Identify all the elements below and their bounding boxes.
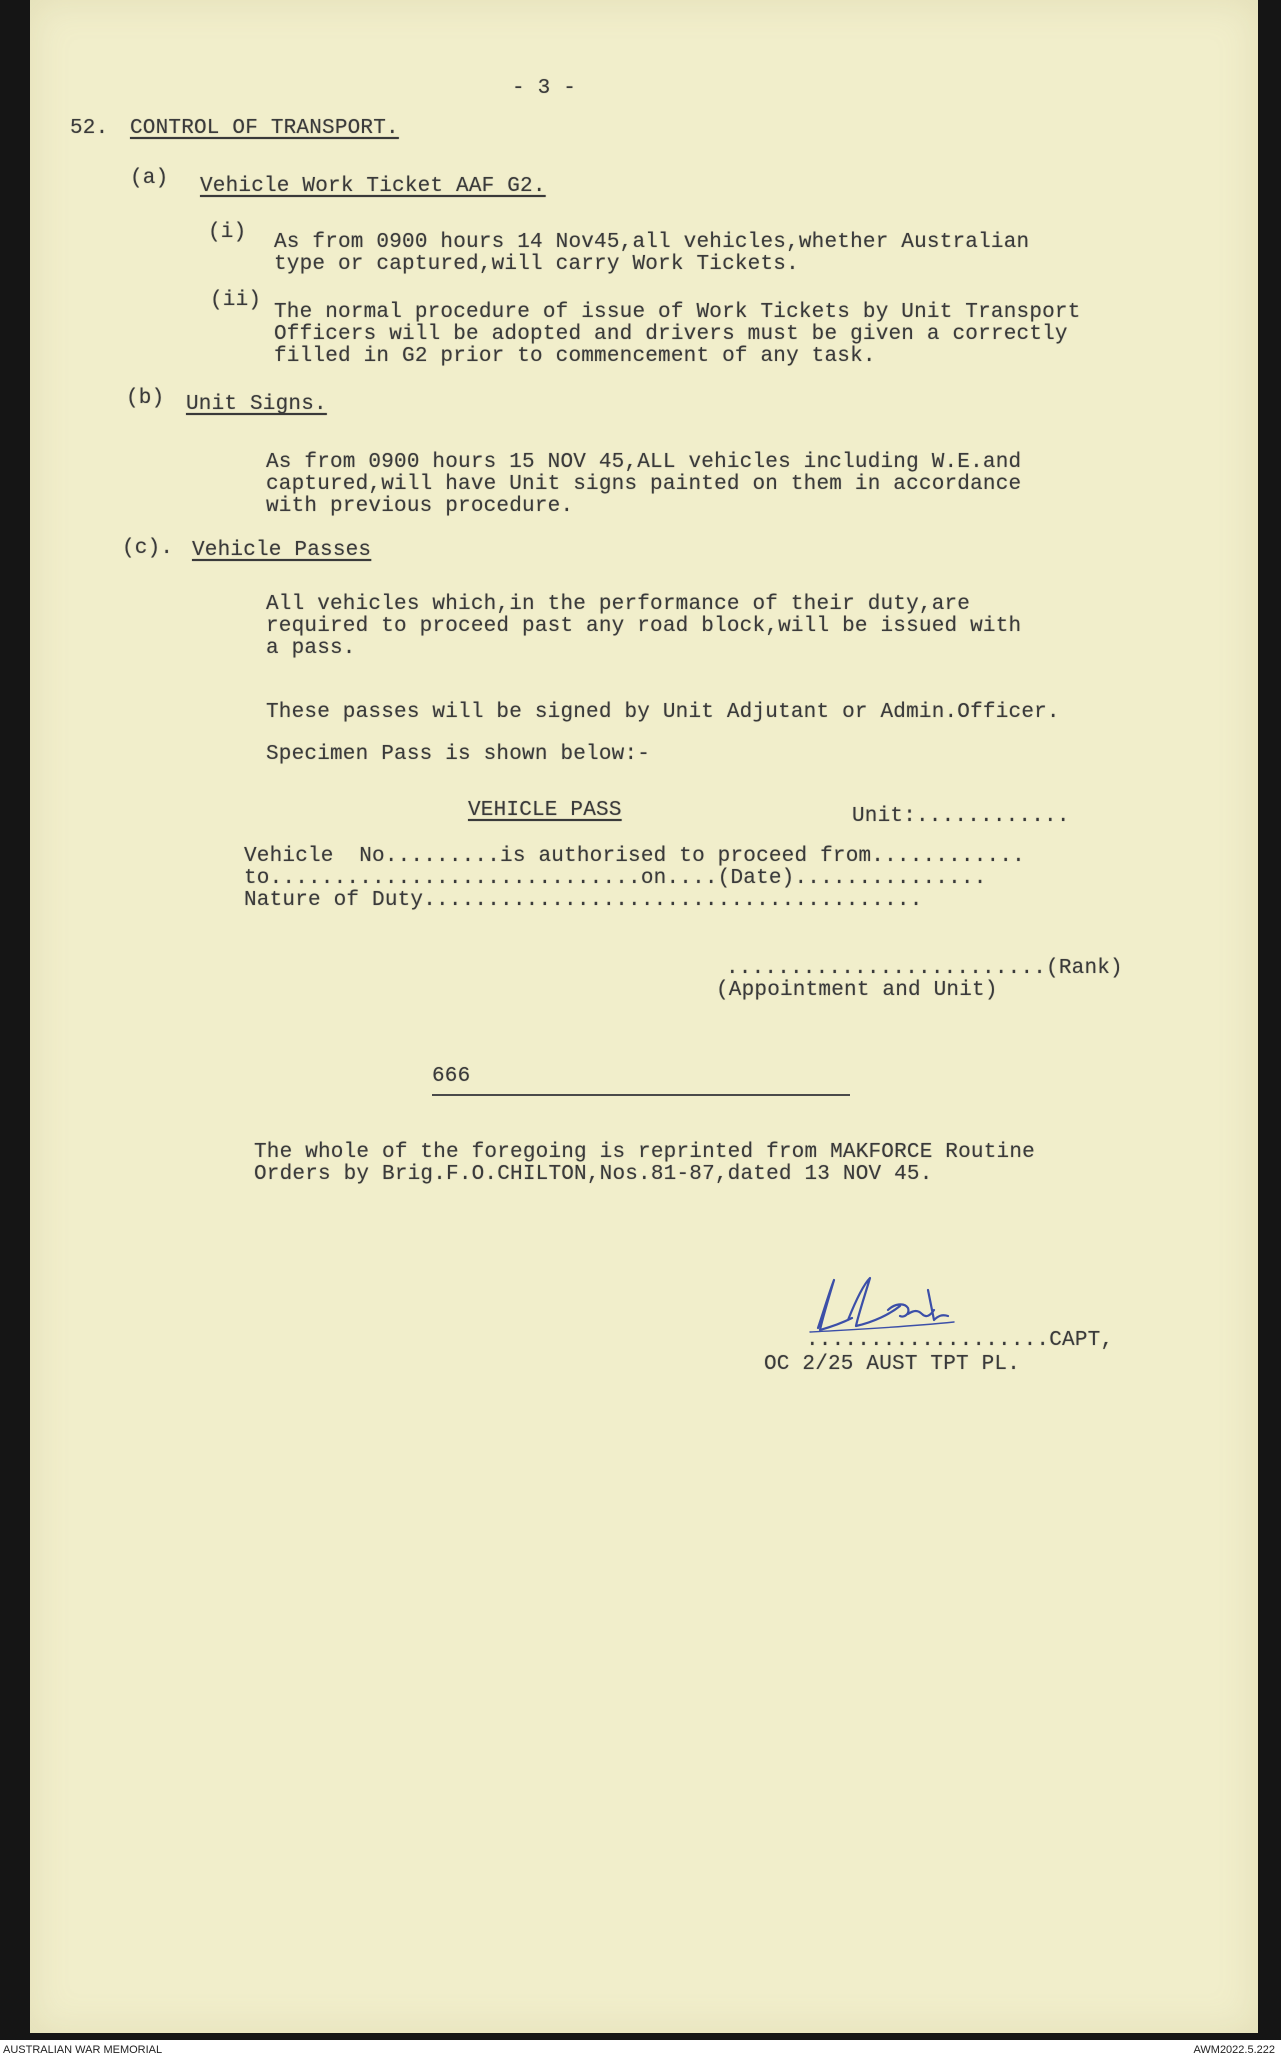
signature-unit: OC 2/25 AUST TPT PL.	[764, 1353, 1021, 1376]
reprint-note-line-2: Orders by Brig.F.O.CHILTON,Nos.81-87,dated 13 NOV 45.	[254, 1163, 933, 1186]
separator-rule	[432, 1094, 850, 1096]
sub-b-line-2: captured,will have Unit signs painted on them in accordance	[266, 473, 1022, 496]
reprint-note-line-1: The whole of the foregoing is reprinted from MAKFORCE Routine	[254, 1141, 1035, 1164]
sub-c-para1-line-1: All vehicles which,in the performance of their duty,are	[266, 593, 971, 616]
sub-c-label: (c).	[122, 537, 174, 560]
footer-archive-name: AUSTRALIAN WAR MEMORIAL	[3, 2044, 163, 2056]
page-number: - 3 -	[512, 77, 577, 100]
pass-sign-line: .........................(Rank)	[726, 957, 1123, 980]
sub-a-label: (a)	[130, 167, 169, 190]
section-number: 52.	[70, 117, 109, 140]
sub-b-title: Unit Signs.	[186, 393, 327, 416]
pass-appointment: (Appointment and Unit)	[716, 979, 998, 1002]
sub-c-title: Vehicle Passes	[192, 539, 372, 562]
pass-line-vehicle: Vehicle No.........is authorised to proceed from............	[244, 845, 1025, 868]
footer-accession-number: AWM2022.5.222	[1193, 2044, 1275, 2056]
sub-c-para1-line-2: required to proceed past any road block,will be issued with	[266, 615, 1022, 638]
separator-marker: 666	[432, 1065, 471, 1088]
sub-c-para1-line-3: a pass.	[266, 637, 356, 660]
item-i-label: (i)	[208, 221, 247, 244]
signature-dots: ...................CAPT,	[806, 1329, 1114, 1352]
item-ii-label: (ii)	[210, 289, 262, 312]
item-ii-line-3: filled in G2 prior to commencement of any task.	[274, 345, 876, 368]
item-ii-line-2: Officers will be adopted and drivers must be given a correctly	[274, 323, 1068, 346]
sub-b-line-3: with previous procedure.	[266, 495, 574, 518]
sub-b-line-1: As from 0900 hours 15 NOV 45,ALL vehicles including W.E.and	[266, 451, 1022, 474]
sub-c-para3: Specimen Pass is shown below:-	[266, 743, 651, 766]
sub-a-title: Vehicle Work Ticket AAF G2.	[200, 175, 546, 198]
item-ii-line-1: The normal procedure of issue of Work Tickets by Unit Transport	[274, 301, 1081, 324]
pass-line-to: to.............................on....(Date)...............	[244, 867, 987, 890]
sub-b-label: (b)	[126, 387, 165, 410]
item-i-line-1: As from 0900 hours 14 Nov45,all vehicles,whether Australian	[274, 231, 1030, 254]
pass-line-duty: Nature of Duty.......................................	[244, 889, 923, 912]
section-title: CONTROL OF TRANSPORT.	[130, 117, 399, 140]
pass-title: VEHICLE PASS	[468, 799, 622, 822]
item-i-line-2: type or captured,will carry Work Tickets.	[274, 253, 799, 276]
sub-c-para2: These passes will be signed by Unit Adjutant or Admin.Officer.	[266, 701, 1060, 724]
archive-footer	[0, 2040, 1281, 2061]
pass-unit: Unit:............	[852, 805, 1070, 828]
